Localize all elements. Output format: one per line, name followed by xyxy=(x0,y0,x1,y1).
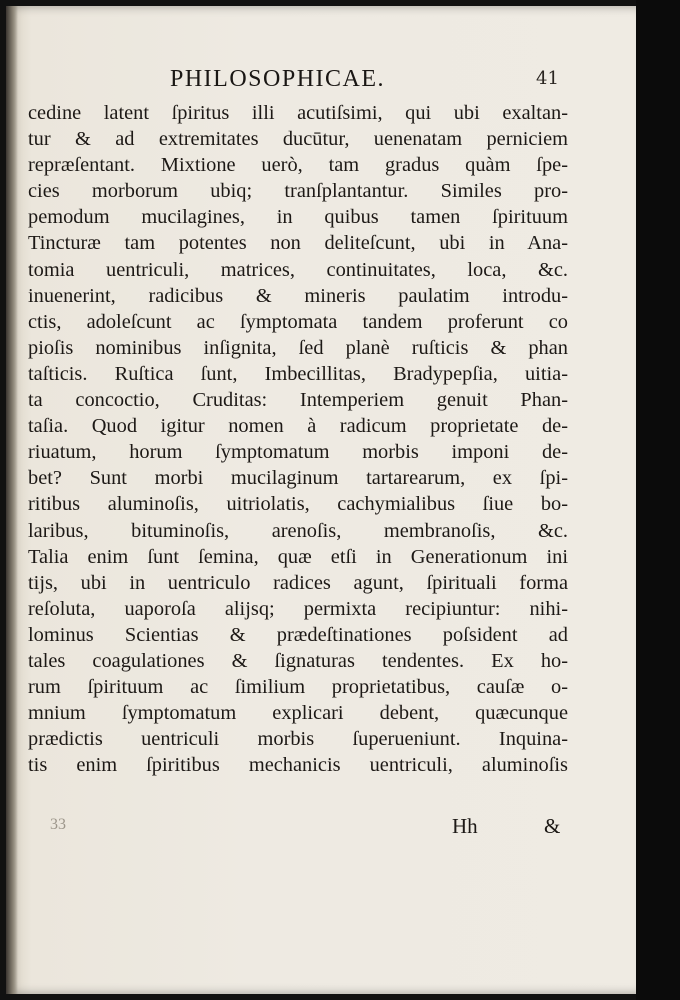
book-spine-shadow xyxy=(6,6,18,994)
signature-mark: Hh xyxy=(452,814,478,838)
text-line: pemodum mucilagines, in quibus tamen ſpirituum xyxy=(28,206,568,229)
text-line: tur & ad extremitates ducūtur, uenenatam perniciem xyxy=(28,128,568,151)
text-line: tis enim ſpiritibus mechanicis uentriculi, aluminoſis xyxy=(28,754,568,777)
text-line: tijs, ubi in uentriculo radices agunt, ſpirituali forma xyxy=(28,571,568,594)
text-line: pioſis nominibus inſignita, ſed planè ruſticis & phan xyxy=(28,336,568,359)
text-line: inuenerint, radicibus & mineris paulatim introdu- xyxy=(28,284,568,307)
text-line: cedine latent ſpiritus illi acutiſsimi, qui ubi exaltan- xyxy=(28,102,568,124)
text-line: tomia uentriculi, matrices, continuitates, loca, &c. xyxy=(28,258,568,281)
text-line: ritibus aluminoſis, uitriolatis, cachymialibus ſiue bo- xyxy=(28,493,568,516)
text-line: Tincturæ tam potentes non deliteſcunt, ubi in Ana- xyxy=(28,232,568,255)
folio-mark: 33 xyxy=(50,816,66,833)
page-number: 41 xyxy=(536,68,559,89)
text-line: laribus, bituminoſis, arenoſis, membranoſis, &c. xyxy=(28,519,568,542)
text-line: reſoluta, uaporoſa alijsq; permixta recipiuntur: nihi- xyxy=(28,597,568,620)
text-line: repræſentant. Mixtione uerò, tam gradus quàm ſpe- xyxy=(28,154,568,177)
page-footer xyxy=(28,814,568,844)
page-header xyxy=(28,62,568,98)
text-line: tales coagulationes & ſignaturas tendentes. Ex ho- xyxy=(28,649,568,672)
text-line: mnium ſymptomatum explicari debent, quæcunque xyxy=(28,702,568,725)
text-line: ctis, adoleſcunt ac ſymptomata tandem proferunt co xyxy=(28,310,568,333)
scan-background-edge xyxy=(636,0,680,1000)
text-line: taſticis. Ruſtica ſunt, Imbecillitas, Bradypepſia, uitia- xyxy=(28,362,568,385)
text-line: lominus Scientias & prædeſtinationes poſsident ad xyxy=(28,623,568,646)
text-line: riuatum, horum ſymptomatum morbis imponi de- xyxy=(28,441,568,464)
text-line: prædictis uentriculi morbis ſuperueniunt. Inquina- xyxy=(28,728,568,751)
text-line: bet? Sunt morbi mucilaginum tartarearum, ex ſpi- xyxy=(28,467,568,490)
catchword: & xyxy=(544,814,561,838)
text-line: ta concoctio, Cruditas: Intemperiem genuit Phan- xyxy=(28,389,568,412)
text-line: taſia. Quod igitur nomen à radicum proprietate de- xyxy=(28,415,568,438)
text-line: cies morborum ubiq; tranſplantantur. Similes pro- xyxy=(28,180,568,203)
running-title: PHILOSOPHICAE. xyxy=(170,66,386,92)
text-line: rum ſpirituum ac ſimilium proprietatibus, cauſæ o- xyxy=(28,676,568,699)
body-text xyxy=(28,100,568,778)
text-line: Talia enim ſunt ſemina, quæ etſi in Generationum ini xyxy=(28,545,568,568)
